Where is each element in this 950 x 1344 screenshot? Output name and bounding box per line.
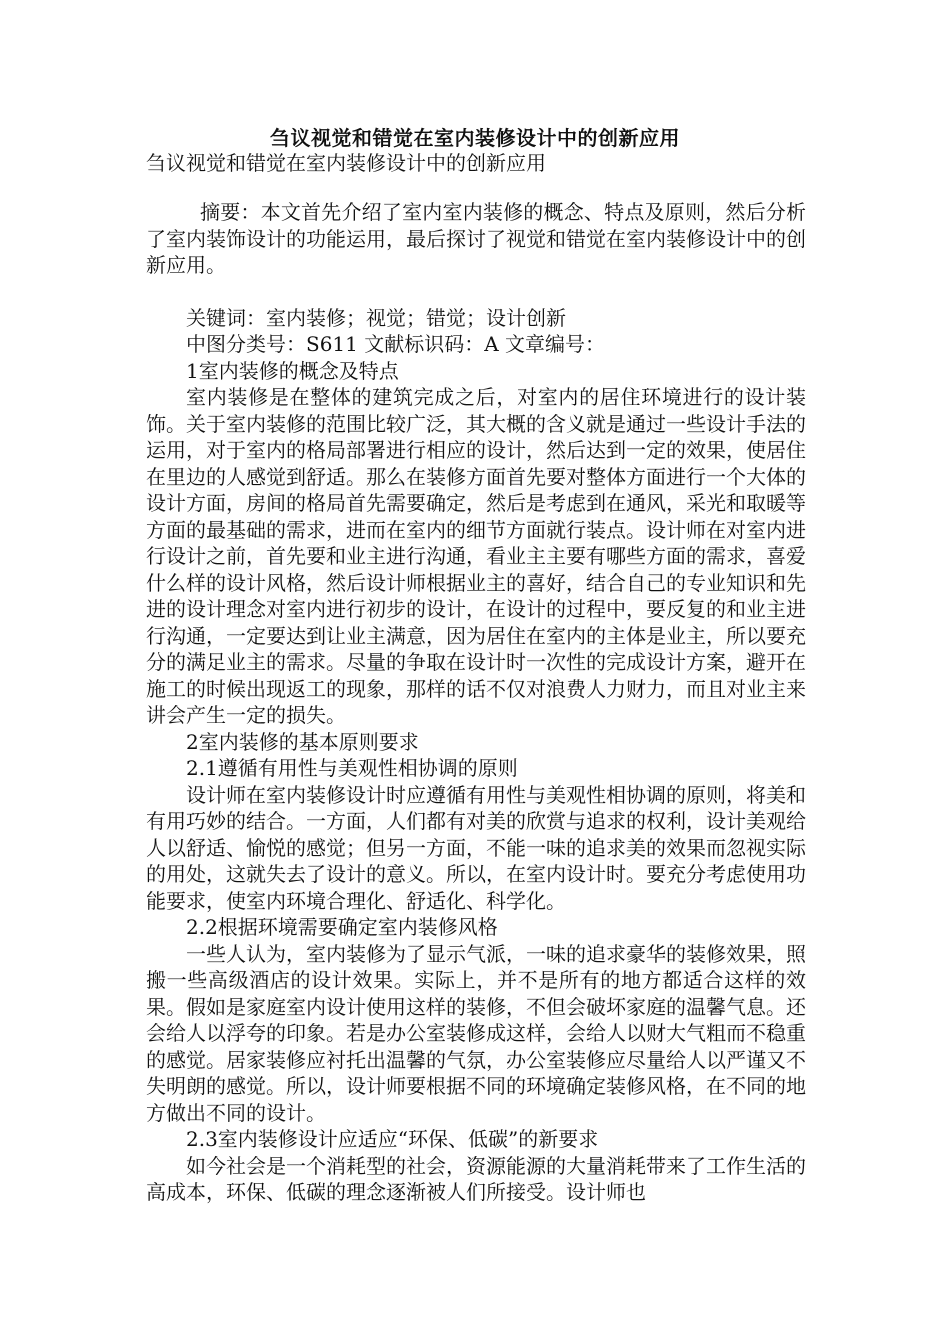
section-paragraph: 一些人认为，室内装修为了显示气派，一味的追求豪华的装修效果，照搬一些高级酒店的设计效果。实际上，并不是所有的地方都适合这样的效果。假如是家庭室内设计使用这样的装修，不但会破坏家庭的温馨气息。还会给人以浮夸的印象。若是办公室装修成这样，会给人以财大气粗而不稳重的感觉。居家装修应衬托出温馨的气氛，办公室装修应尽量给人以严谨又不失明朗的感觉。所以，设计师要根据不同的环境确定装修风格，在不同的地方做出不同的设计。 — [146, 941, 806, 1125]
keywords-line: 关键词：室内装修；视觉；错觉；设计创新 — [186, 305, 566, 330]
section-paragraph: 如今社会是一个消耗型的社会，资源能源的大量消耗带来了工作生活的高成本，环保、低碳的理念逐渐被人们所接受。设计师也 — [146, 1153, 806, 1204]
subsection-heading: 2.3室内装修设计应适应“环保、低碳”的新要求 — [186, 1127, 599, 1151]
classification-line: 中图分类号：S611 文献标识码：A 文章编号： — [186, 332, 606, 356]
document-body — [146, 199, 806, 1206]
abstract-paragraph: 摘要：本文首先介绍了室内室内装修的概念、特点及原则，然后分析了室内装饰设计的功能运用，最后探讨了视觉和错觉在室内装修设计中的创新应用。 — [146, 200, 806, 277]
subsection-heading: 2.2根据环境需要确定室内装修风格 — [186, 915, 498, 939]
section-heading: 1室内装修的概念及特点 — [186, 358, 399, 383]
subsection-heading: 2.1遵循有用性与美观性相协调的原则 — [186, 756, 518, 780]
document-subtitle: 刍议视觉和错觉在室内装修设计中的创新应用 — [146, 151, 546, 175]
section-paragraph: 室内装修是在整体的建筑完成之后，对室内的居住环境进行的设计装饰。关于室内装修的范围比较广泛，其大概的含义就是通过一些设计手法的运用，对于室内的格局部署进行相应的设计，然后达到一定的效果，使居住在里边的人感觉到舒适。那么在装修方面首先要对整体方面进行一个大体的设计方面，房间的格局首先需要确定，然后是考虑到在通风，采光和取暖等方面的最基础的需求，进而在室内的细节方面就行装点。设计师在对室内进行设计之前，首先要和业主进行沟通，看业主主要有哪些方面的需求，喜爱什么样的设计风格，然后设计师根据业主的喜好，结合自己的专业知识和先进的设计理念对室内进行初步的设计，在设计的过程中，要反复的和业主进行沟通，一定要达到让业主满意，因为居住在室内的主体是业主，所以要充分的满足业主的需求。尽量的争取在设计时一次性的完成设计方案，避开在施工的时候出现返工的现象，那样的话不仅对浪费人力财力，而且对业主来讲会产生一定的损失。 — [146, 385, 806, 727]
section-paragraph: 设计师在室内装修设计时应遵循有用性与美观性相协调的原则，将美和有用巧妙的结合。一方面，人们都有对美的欣赏与追求的权利，设计美观给人以舒适、愉悦的感觉；但另一方面，不能一味的追求美的效果而忽视实际的用处，这就失去了设计的意义。所以，在室内设计时。要充分考虑使用功能要求，使室内环境合理化、舒适化、科学化。 — [146, 782, 806, 913]
section-heading: 2室内装修的基本原则要求 — [186, 729, 419, 754]
document-title: 刍议视觉和错觉在室内装修设计中的创新应用 — [270, 126, 680, 150]
